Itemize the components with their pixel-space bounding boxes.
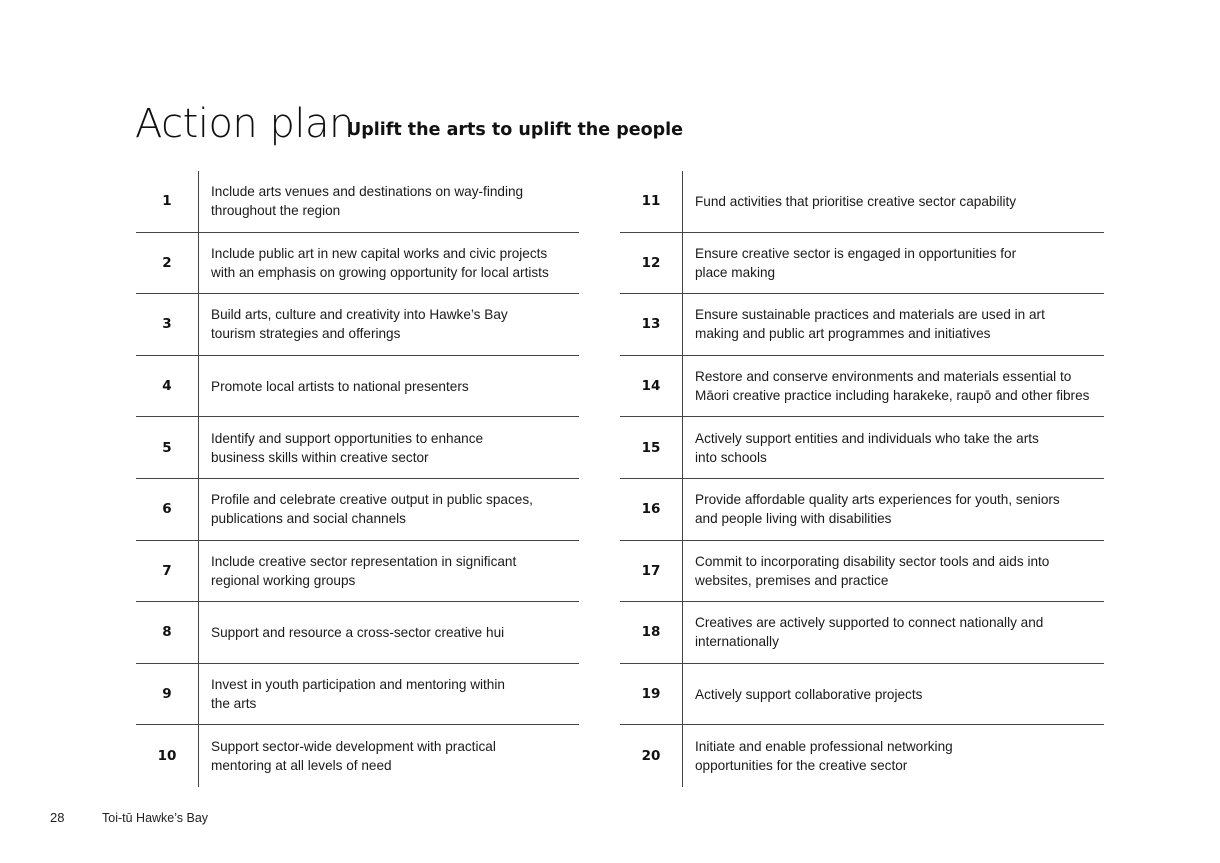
action-number: 18	[620, 602, 683, 663]
action-row	[620, 294, 1104, 356]
action-text-line: tourism strategies and offerings	[211, 326, 401, 342]
action-number: 9	[136, 664, 199, 725]
action-row	[136, 171, 579, 233]
action-number: 16	[620, 479, 683, 540]
action-text-line: Ensure sustainable practices and materials are used in art	[695, 307, 1045, 323]
action-text-line: Ensure creative sector is engaged in opportunities for	[695, 245, 1017, 261]
action-number: 20	[620, 725, 683, 787]
action-text-line: Actively support entities and individuals who take the arts	[695, 430, 1039, 446]
action-number: 2	[136, 233, 199, 294]
action-text-line: Include public art in new capital works and civic projects	[211, 245, 548, 261]
action-text-line: mentoring at all levels of need	[211, 758, 392, 774]
action-row	[620, 541, 1104, 603]
action-row	[136, 294, 579, 356]
action-text-line: making and public art programmes and initiatives	[695, 326, 991, 342]
action-text	[199, 623, 510, 642]
action-row	[620, 171, 1104, 233]
action-number: 5	[136, 417, 199, 478]
action-text	[683, 737, 959, 775]
action-text	[199, 182, 529, 220]
action-text-line: Fund activities that prioritise creative sector capability	[695, 193, 1017, 209]
page-subtitle: Uplift the arts to uplift the people	[347, 120, 684, 140]
action-text-line: Identify and support opportunities to enhance	[211, 430, 484, 446]
action-number: 10	[136, 725, 199, 787]
action-row	[136, 602, 579, 664]
action-number: 4	[136, 356, 199, 417]
action-text	[683, 244, 1022, 282]
action-text-line: opportunities for the creative sector	[695, 758, 908, 774]
action-text-line: Commit to incorporating disability sector tools and aids into	[695, 553, 1050, 569]
action-text	[683, 552, 1055, 590]
action-number: 3	[136, 294, 199, 355]
action-row	[620, 356, 1104, 418]
action-text-line: Provide affordable quality arts experiences for youth, seniors	[695, 492, 1060, 508]
action-number: 8	[136, 602, 199, 663]
action-text	[199, 552, 522, 590]
action-text	[683, 192, 1022, 211]
action-number: 11	[620, 171, 683, 232]
action-row	[620, 602, 1104, 664]
action-text-line: Profile and celebrate creative output in public spaces,	[211, 492, 533, 508]
action-table-left	[136, 171, 579, 787]
action-text-line: business skills within creative sector	[211, 449, 429, 465]
action-row	[136, 356, 579, 418]
action-text-line: Build arts, culture and creativity into Hawke’s Bay	[211, 307, 508, 323]
action-text	[199, 244, 555, 282]
action-text-line: Creatives are actively supported to connect nationally and	[695, 615, 1044, 631]
action-row	[620, 417, 1104, 479]
action-row	[136, 479, 579, 541]
action-row	[620, 725, 1104, 787]
action-number: 15	[620, 417, 683, 478]
action-text-line: websites, premises and practice	[695, 572, 889, 588]
action-text-line: Support and resource a cross-sector creative hui	[211, 624, 505, 640]
action-text-line: Support sector-wide development with practical	[211, 739, 496, 755]
action-text	[199, 737, 502, 775]
action-text-line: the arts	[211, 696, 257, 712]
action-row	[620, 233, 1104, 295]
action-number: 12	[620, 233, 683, 294]
action-text-line: Invest in youth participation and mentoring within	[211, 677, 505, 693]
action-text	[199, 377, 475, 396]
action-number: 19	[620, 664, 683, 725]
action-number: 14	[620, 356, 683, 417]
action-text-line: Restore and conserve environments and materials essential to	[695, 369, 1072, 385]
page-title: Action plan	[135, 101, 354, 147]
action-table-right	[620, 171, 1104, 787]
action-number: 1	[136, 171, 199, 232]
action-row	[136, 725, 579, 787]
action-number: 6	[136, 479, 199, 540]
action-text-line: throughout the region	[211, 203, 341, 219]
page-number: 28	[50, 810, 65, 825]
action-row	[620, 664, 1104, 726]
publication-name: Toi-tū Hawke’s Bay	[102, 811, 209, 825]
action-text-line: Initiate and enable professional networking	[695, 739, 953, 755]
action-text-line: publications and social channels	[211, 511, 406, 527]
action-text-line: into schools	[695, 449, 767, 465]
action-number: 7	[136, 541, 199, 602]
action-text	[199, 675, 511, 713]
action-text-line: Actively support collaborative projects	[695, 686, 923, 702]
action-row	[136, 664, 579, 726]
action-text	[199, 429, 489, 467]
action-text	[683, 429, 1045, 467]
action-text	[683, 490, 1066, 528]
action-text-line: Promote local artists to national presenters	[211, 378, 469, 394]
action-text-line: and people living with disabilities	[695, 511, 892, 527]
action-text	[683, 613, 1049, 651]
action-text-line: place making	[695, 264, 776, 280]
action-row	[136, 541, 579, 603]
action-text-line: Māori creative practice including harakeke, raupō and other fibres	[695, 388, 1090, 404]
action-text	[683, 305, 1051, 343]
action-text	[683, 685, 928, 704]
action-text-line: regional working groups	[211, 572, 356, 588]
action-text	[199, 305, 514, 343]
action-text	[683, 367, 1095, 405]
action-text	[199, 490, 539, 528]
action-row	[136, 417, 579, 479]
action-text-line: Include arts venues and destinations on way-finding	[211, 184, 524, 200]
action-text-line: Include creative sector representation in significant	[211, 553, 517, 569]
action-row	[620, 479, 1104, 541]
action-text-line: internationally	[695, 634, 779, 650]
action-number: 17	[620, 541, 683, 602]
action-row	[136, 233, 579, 295]
action-number: 13	[620, 294, 683, 355]
action-text-line: with an emphasis on growing opportunity for local artists	[211, 264, 549, 280]
